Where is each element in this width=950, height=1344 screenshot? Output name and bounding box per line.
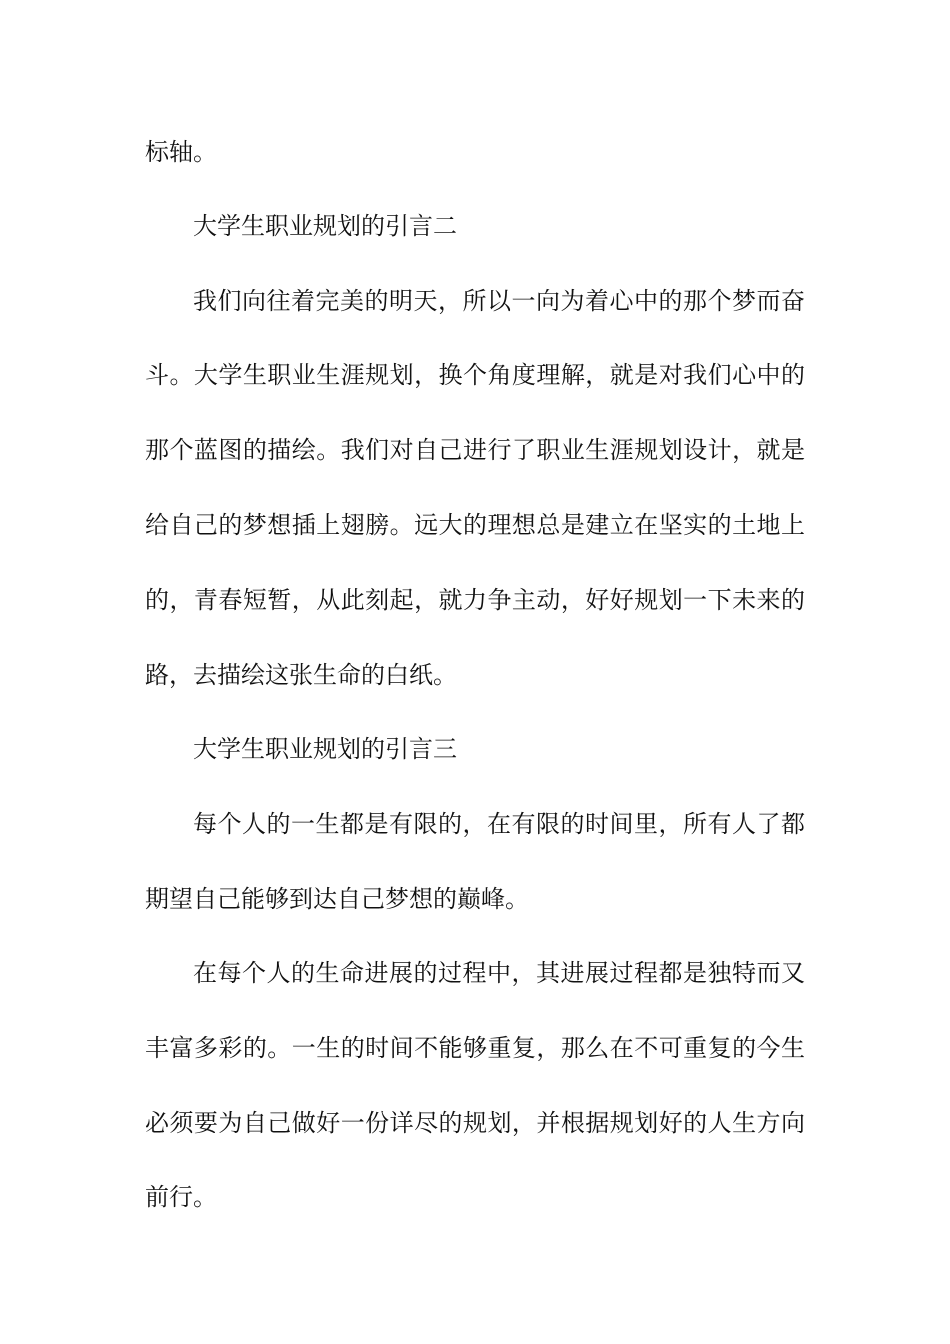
text-line: 我们向往着完美的明天，所以一向为着心中的那个梦而奋	[193, 287, 805, 315]
text-line: 那个蓝图的描绘。我们对自己进行了职业生涯规划设计，就是	[145, 436, 805, 464]
text-line: 必须要为自己做好一份详尽的规划，并根据规划好的人生方向	[145, 1109, 805, 1137]
text-line: 前行。	[145, 1183, 217, 1211]
text-line: 标轴。	[145, 138, 217, 166]
section-heading: 大学生职业规划的引言三	[193, 735, 457, 763]
text-line: 每个人的一生都是有限的，在有限的时间里，所有人了都	[193, 810, 805, 838]
text-line: 的，青春短暂，从此刻起，就力争主动，好好规划一下未来的	[145, 586, 805, 614]
text-line: 期望自己能够到达自己梦想的巅峰。	[145, 885, 529, 913]
text-line: 在每个人的生命进展的过程中，其进展过程都是独特而又	[193, 959, 805, 987]
text-line: 给自己的梦想插上翅膀。远大的理想总是建立在坚实的土地上	[145, 511, 805, 539]
text-line: 路，去描绘这张生命的白纸。	[145, 661, 457, 689]
text-line: 斗。大学生职业生涯规划，换个角度理解，就是对我们心中的	[145, 361, 805, 389]
text-line: 丰富多彩的。一生的时间不能够重复，那么在不可重复的今生	[145, 1034, 805, 1062]
section-heading: 大学生职业规划的引言二	[193, 212, 457, 240]
